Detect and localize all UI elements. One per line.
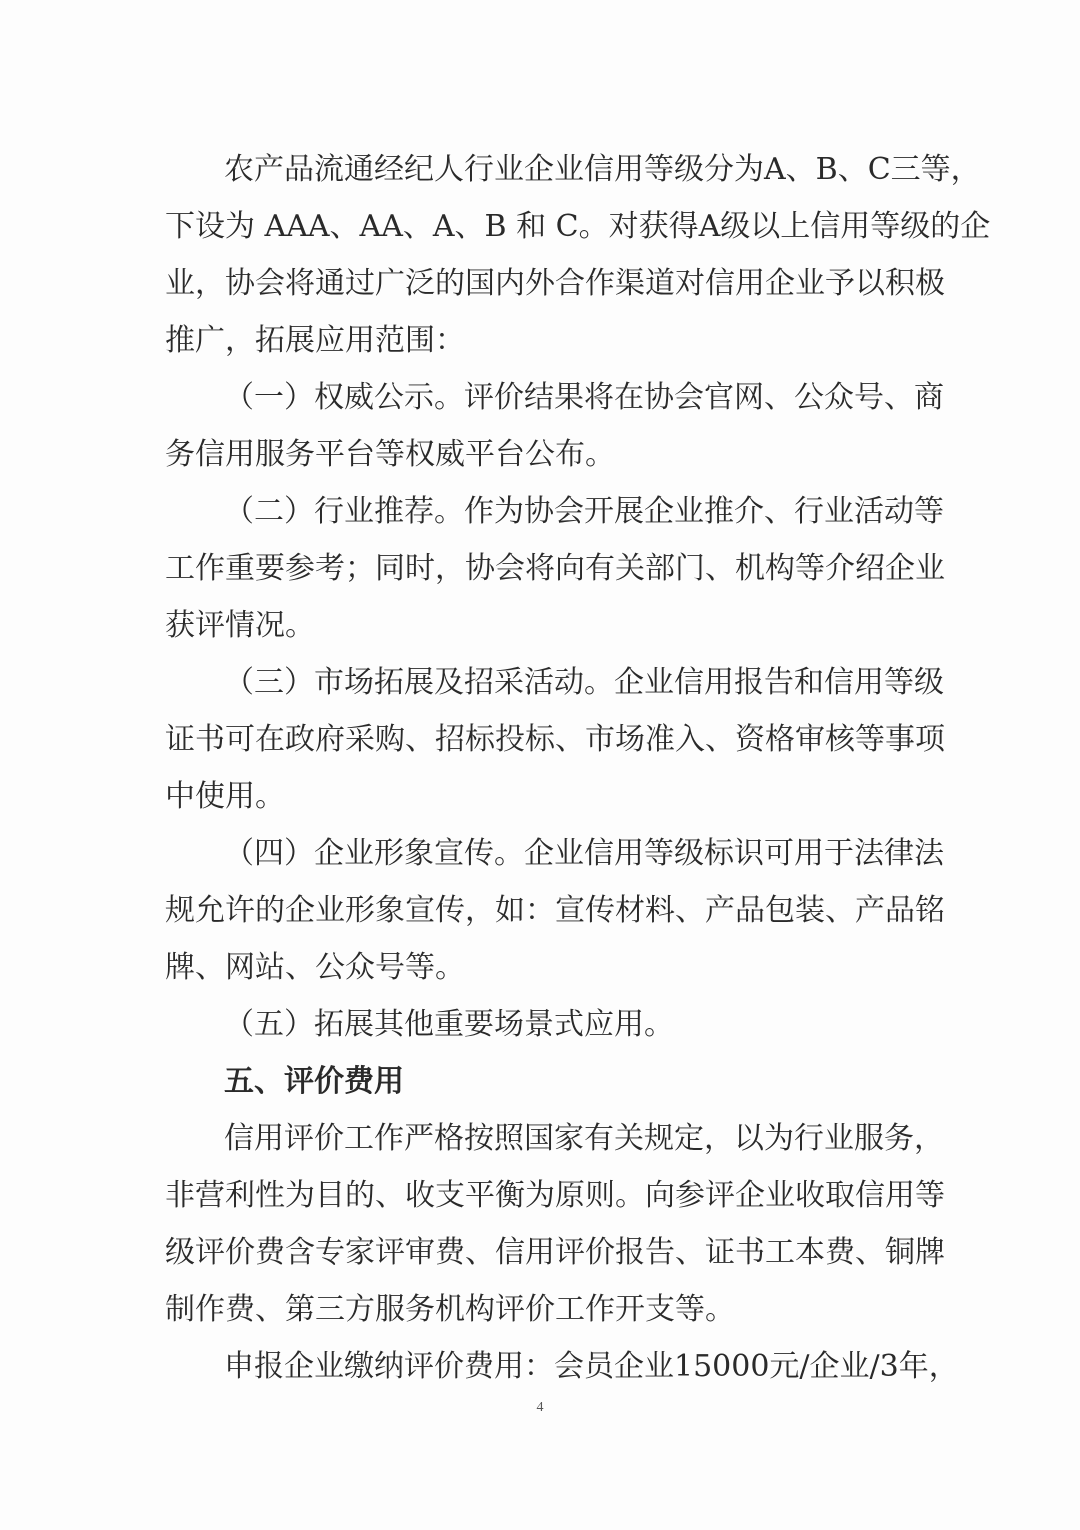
- paragraph-3-line-1: （二）行业推荐。作为协会开展企业推介、行业活动等: [224, 494, 944, 529]
- paragraph-3-line-3: 获评情况。: [165, 608, 315, 643]
- paragraph-6-line-1: （五）拓展其他重要场景式应用。: [224, 1007, 674, 1042]
- section-heading-evaluation-fees: 五、评价费用: [224, 1064, 404, 1099]
- paragraph-7-line-1: 信用评价工作严格按照国家有关规定，以为行业服务，: [224, 1121, 944, 1156]
- paragraph-1-line-2: 下设为 AAA、AA、A、B 和 C。对获得A级以上信用等级的企: [165, 209, 991, 244]
- paragraph-7-line-2: 非营利性为目的、收支平衡为原则。向参评企业收取信用等: [165, 1178, 945, 1213]
- paragraph-5-line-3: 牌、网站、公众号等。: [165, 950, 465, 985]
- paragraph-7-line-3: 级评价费含专家评审费、信用评价报告、证书工本费、铜牌: [165, 1235, 945, 1270]
- paragraph-1-line-3: 业，协会将通过广泛的国内外合作渠道对信用企业予以积极: [165, 266, 945, 301]
- paragraph-2-line-1: （一）权威公示。评价结果将在协会官网、公众号、商: [224, 380, 944, 415]
- paragraph-7-line-4: 制作费、第三方服务机构评价工作开支等。: [165, 1292, 735, 1327]
- paragraph-8-line-1: 申报企业缴纳评价费用：会员企业15000元/企业/3年，: [224, 1349, 959, 1384]
- paragraph-1-line-4: 推广，拓展应用范围：: [165, 323, 465, 358]
- paragraph-2-line-2: 务信用服务平台等权威平台公布。: [165, 437, 615, 472]
- paragraph-4-line-1: （三）市场拓展及招采活动。企业信用报告和信用等级: [224, 665, 944, 700]
- paragraph-5-line-1: （四）企业形象宣传。企业信用等级标识可用于法律法: [224, 836, 944, 871]
- paragraph-4-line-3: 中使用。: [165, 779, 285, 814]
- paragraph-1-line-1: 农产品流通经纪人行业企业信用等级分为A、B、C三等，: [224, 152, 981, 187]
- paragraph-3-line-2: 工作重要参考；同时，协会将向有关部门、机构等介绍企业: [165, 551, 945, 586]
- paragraph-5-line-2: 规允许的企业形象宣传，如：宣传材料、产品包装、产品铭: [165, 893, 945, 928]
- paragraph-4-line-2: 证书可在政府采购、招标投标、市场准入、资格审核等事项: [165, 722, 945, 757]
- page-number: 4: [536, 1400, 544, 1415]
